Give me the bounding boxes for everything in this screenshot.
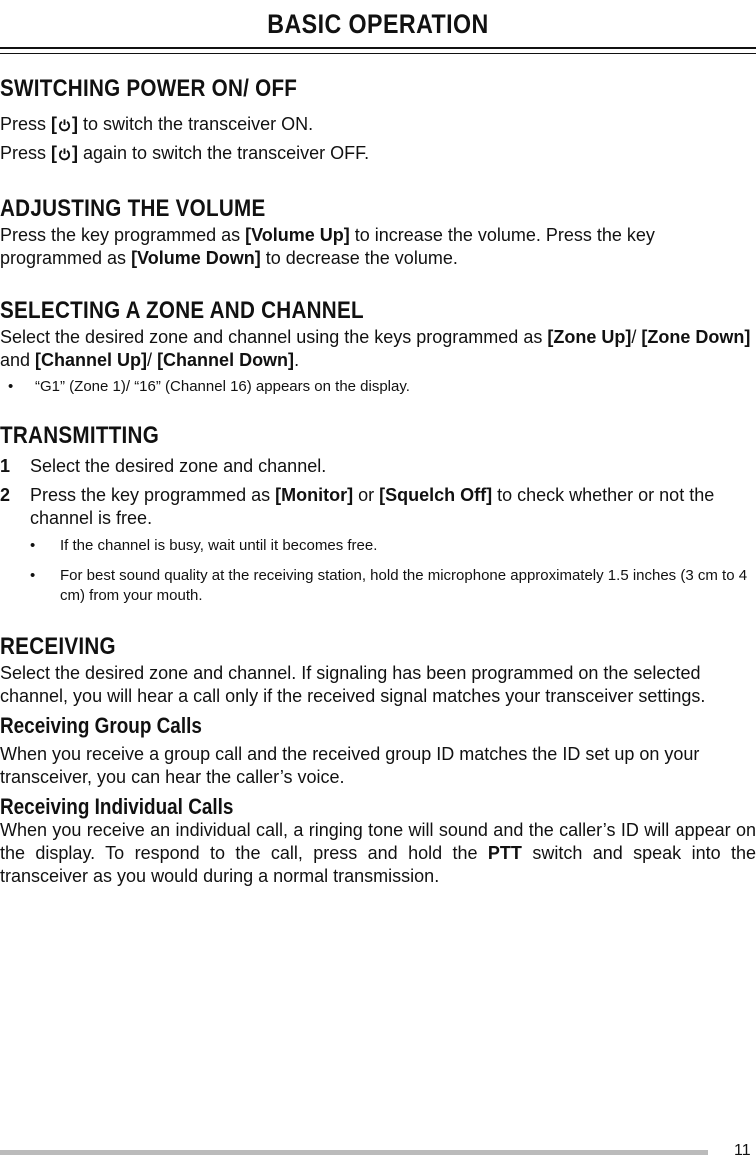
section-power bbox=[0, 74, 756, 168]
bullet-icon: • bbox=[30, 567, 36, 584]
zone-bullet: • “G1” (Zone 1)/ “16” (Channel 16) appears on the display. bbox=[8, 378, 410, 395]
list-item: • If the channel is busy, wait until it becomes free. bbox=[30, 537, 378, 554]
section-receiving bbox=[0, 632, 756, 888]
page-content bbox=[0, 74, 756, 888]
heading-individual-calls: Receiving Individual Calls bbox=[0, 794, 234, 819]
header-rule-bottom bbox=[0, 53, 756, 54]
power-icon bbox=[58, 147, 71, 161]
page-header bbox=[0, 0, 756, 50]
heading-receiving: RECEIVING bbox=[0, 633, 116, 660]
power-icon bbox=[58, 118, 71, 132]
group-calls-body: When you receive a group call and the received group ID matches the ID set up on your transceiver, you can hear the caller’s voice. bbox=[0, 744, 700, 787]
page-number: 11 bbox=[734, 1142, 751, 1159]
power-off-line: Press [ ] again to switch the transceiver OFF. bbox=[0, 143, 370, 163]
header-rule-top bbox=[0, 47, 756, 49]
footer-bar bbox=[0, 1150, 708, 1155]
list-item: 1 Select the desired zone and channel. bbox=[0, 456, 327, 476]
bullet-icon: • bbox=[8, 378, 14, 395]
page-title: BASIC OPERATION bbox=[267, 9, 489, 39]
bullet-icon: • bbox=[30, 537, 36, 554]
receiving-body: Select the desired zone and channel. If signaling has been programmed on the selected channel, you will hear a call only if the received signal matches your transceiver settings. bbox=[0, 663, 706, 706]
section-volume bbox=[0, 194, 756, 270]
power-on-line: Press [ ] to switch the transceiver ON. bbox=[0, 114, 314, 134]
individual-calls-body: When you receive an individual call, a ringing tone will sound and the caller’s ID will appear on the display. To respond to the call, press and hold the PTT switch and speak into the transceiver as you would during a normal transmission. bbox=[0, 820, 756, 886]
heading-group-calls: Receiving Group Calls bbox=[0, 713, 202, 738]
section-transmitting bbox=[0, 421, 756, 606]
list-item: • For best sound quality at the receiving station, hold the microphone approximately 1.5 inches (3 cm to 4 cm) from your mouth. bbox=[30, 567, 748, 604]
section-zone bbox=[0, 296, 756, 397]
heading-transmitting: TRANSMITTING bbox=[0, 422, 160, 449]
heading-volume: ADJUSTING THE VOLUME bbox=[0, 195, 266, 222]
volume-body: Press the key programmed as [Volume Up] to increase the volume. Press the key programmed as [Volume Down] to decrease the volume. bbox=[0, 225, 655, 268]
list-item: 2 Press the key programmed as [Monitor] or [Squelch Off] to check whether or not the channel is free. bbox=[0, 485, 715, 528]
heading-power: SWITCHING POWER ON/ OFF bbox=[0, 75, 298, 102]
zone-body: Select the desired zone and channel using the keys programmed as [Zone Up]/ [Zone Down] and [Channel Up]/ [Channel Down]. bbox=[0, 327, 751, 370]
heading-zone: SELECTING A ZONE AND CHANNEL bbox=[0, 297, 364, 324]
